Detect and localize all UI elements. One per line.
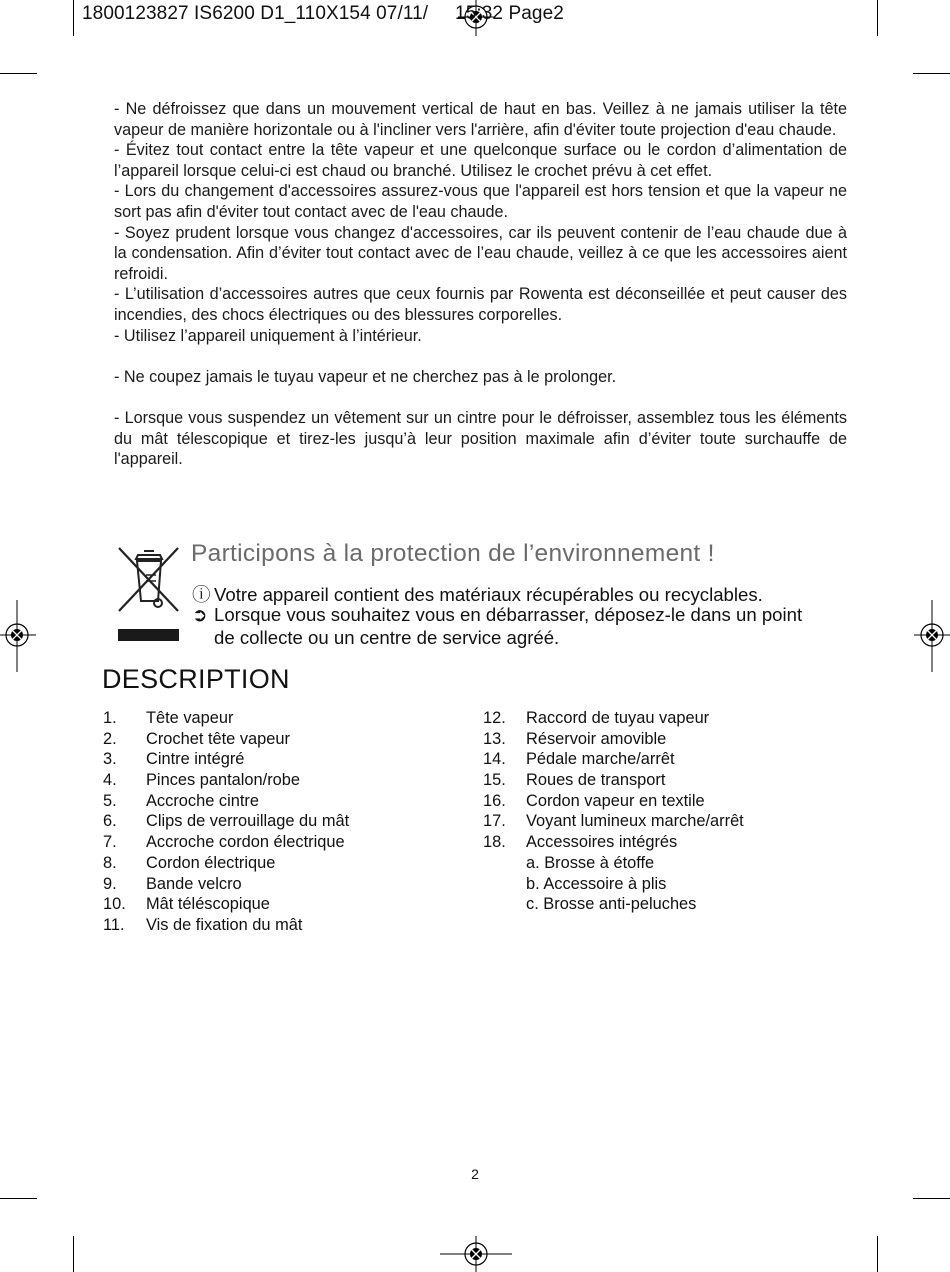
bullet-text: - Lors du changement d'accessoires assurez-vous que l'appareil est hors tension et que la vapeur ne sort pas afin d'éviter tout contact avec de l'eau chaude. [114,182,847,221]
list-item [103,140,847,181]
item-number: 5. [103,791,117,810]
item-label: c. Brosse anti-peluches [526,895,697,914]
item-number: 18. [483,833,506,852]
crop-mark-left-upper [0,73,37,74]
list-item [103,223,847,285]
item-label: Accroche cintre [146,791,259,810]
item-label: Raccord de tuyau vapeur [526,709,710,727]
bullet-text: - Évitez tout contact entre la tête vapeur et une quelconque surface ou le cordon d’alimentation de l’appareil lorsque celui-ci est chaud ou branché. Utilisez le crochet prévu à cet effet. [114,141,847,180]
list-item [103,326,847,347]
item-number: 14. [483,750,506,769]
crop-mark-top-left [73,0,74,36]
item-label: Pédale marche/arrêt [526,750,675,769]
item-number: 7. [103,833,117,852]
item-label: Mât téléscopique [146,895,270,914]
item-number: 3. [103,750,117,769]
environment-text-1: Votre appareil contient des matériaux récupérables ou recyclables. [214,584,763,605]
item-number: 12. [483,709,506,727]
item-label: Bande velcro [146,874,242,893]
bullet-text: - Soyez prudent lorsque vous changez d'accessoires, car ils peuvent contenir de l’eau chaude due à la condensation. Afin d’éviter tout contact avec de l’eau chaude, veillez à ce que les accessoires aient refroidi. [114,223,847,283]
bullet-text: - L’utilisation d’accessoires autres que ceux fournis par Rowenta est déconseillée et peut causer des incendies, des chocs électriques ou des blessures corporelles. [114,285,847,324]
item-number: 13. [483,729,506,748]
item-number: 10. [103,895,126,914]
item-label: Roues de transport [526,771,666,790]
environment-line-2 [192,604,802,626]
item-label: Tête vapeur [146,709,234,727]
item-label: Voyant lumineux marche/arrêt [526,812,744,831]
crop-mark-bottom-left [73,1236,74,1272]
item-label: Vis de fixation du mât [146,915,303,934]
description-heading: DESCRIPTION [102,664,290,694]
item-label: Cordon vapeur en textile [526,791,705,810]
crop-mark-right-upper [913,73,950,74]
item-label: Crochet tête vapeur [146,729,290,748]
item-number: 6. [103,812,117,831]
list-item [103,408,847,470]
item-number: 9. [103,874,117,893]
list-item [103,181,847,222]
environment-text-2: Lorsque vous souhaitez vous en débarrasser, déposez-le dans un point [214,604,803,625]
crossed-out-wheelie-bin-icon [116,545,182,615]
list-item [103,367,847,388]
arrow-icon: ➲ [192,604,208,625]
environment-line-3 [214,627,559,649]
bullet-text: - Utilisez l’appareil uniquement à l’intérieur. [114,326,422,345]
item-label: Cordon électrique [146,853,276,872]
bullet-text: - Ne défroissez que dans un mouvement vertical de haut en bas. Veillez à ne jamais utiliser la tête vapeur de manière horizontale ou à l'incliner vers l'arrière, afin d'éviter toute projection d'eau chaude. [114,100,847,139]
environment-heading: Participons à la protection de l’environnement ! [191,540,715,567]
registration-mark-left-icon [0,600,36,672]
crop-mark-left-lower [0,1198,37,1199]
crop-mark-right-lower [913,1198,950,1199]
item-label: Pinces pantalon/robe [146,771,300,790]
crop-mark-top-right [877,0,878,36]
safety-instructions-list [103,99,847,470]
print-slug-header: 1800123827 IS6200 D1_110X154 07/11/ 15:32 Page2 [82,3,564,24]
item-label: Accessoires intégrés [526,833,678,852]
item-number: 15. [483,771,506,790]
info-icon: ⓘ [192,584,211,605]
list-item [103,99,847,140]
bullet-text: - Ne coupez jamais le tuyau vapeur et ne cherchez pas à le prolonger. [114,367,617,386]
item-number: 2. [103,729,117,748]
environment-text-3: de collecte ou un centre de service agréé. [214,627,560,648]
registration-mark-bottom-icon [440,1236,512,1272]
crop-mark-bottom-right [877,1236,878,1272]
item-number: 8. [103,853,117,872]
item-label: Accroche cordon électrique [146,833,345,852]
item-label: a. Brosse à étoffe [526,853,655,872]
item-number: 16. [483,791,506,810]
list-item [103,284,847,325]
item-number: 17. [483,812,506,831]
item-label: Réservoir amovible [526,729,667,748]
item-label: Cintre intégré [146,750,245,769]
registration-mark-right-icon [914,600,950,672]
page-number: 2 [471,1166,479,1182]
item-label: b. Accessoire à plis [526,874,667,893]
weee-bar [118,629,179,641]
bullet-text: - Lorsque vous suspendez un vêtement sur un cintre pour le défroisser, assemblez tous les éléments du mât télescopique et tirez-les jusqu’à leur position maximale afin d’éviter toute surchauffe de l'appareil. [114,408,847,469]
item-label: Clips de verrouillage du mât [146,812,350,831]
item-number: 1. [103,709,117,727]
item-number: 4. [103,771,117,790]
item-number: 11. [103,915,125,934]
